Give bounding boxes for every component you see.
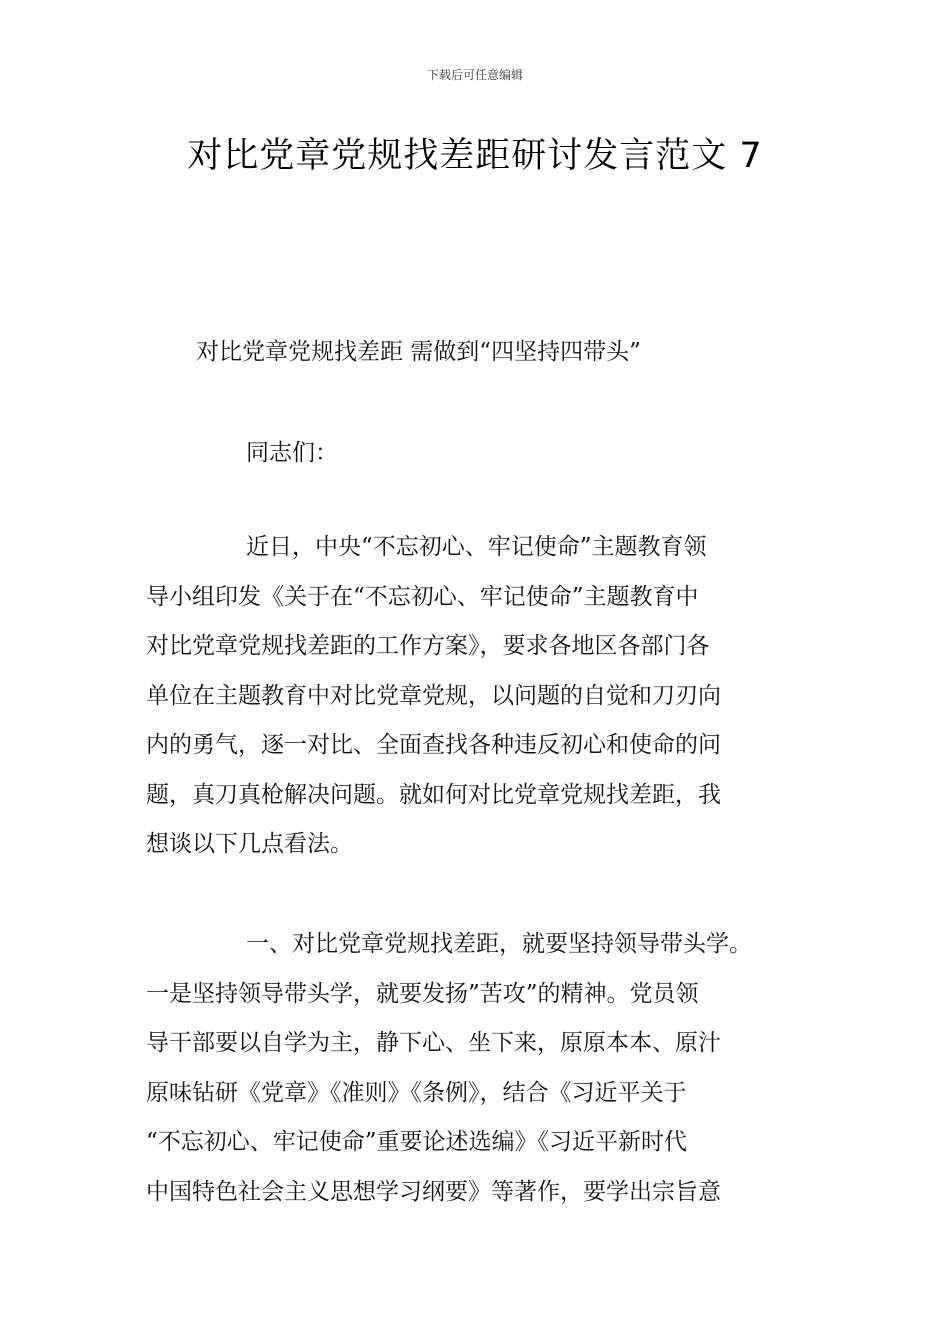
body-paragraph-1 bbox=[146, 523, 826, 870]
document-subtitle: 对比党章党规找差距 需做到“四坚持四带头” bbox=[196, 339, 641, 365]
paragraph-line: 一是坚持领导带头学，就要发扬”苦攻”的精神。党员领 bbox=[146, 980, 699, 1007]
page-header-note: 下载后可任意编辑 bbox=[426, 68, 523, 82]
paragraph-line: 题，真刀真枪解决问题。就如何对比党章党规找差距，我 bbox=[146, 781, 721, 808]
body-paragraph-2 bbox=[146, 920, 826, 1217]
paragraph-line: 近日，中央“不忘初心、牢记使命”主题教育领 bbox=[246, 534, 707, 560]
paragraph-line: 导干部要以自学为主，静下心、坐下来，原原本本、原汁 bbox=[146, 1030, 721, 1056]
paragraph-line: 一、对比党章党规找差距，就要坚持领导带头学。 bbox=[246, 931, 752, 957]
paragraph-line: 内的勇气，逐一对比、全面查找各种违反初心和使命的问 bbox=[146, 732, 721, 758]
document-title: 对比党章党规找差距研讨发言范文 7 bbox=[187, 136, 763, 176]
paragraph-line: “不忘初心、牢记使命”重要论述选编》《习近平新时代 bbox=[146, 1129, 688, 1155]
paragraph-line: 单位在主题教育中对比党章党规，以问题的自觉和刀刃向 bbox=[146, 682, 721, 709]
salutation: 同志们： bbox=[246, 440, 338, 466]
paragraph-line: 对比党章党规找差距的工作方案》，要求各地区各部门各 bbox=[146, 633, 710, 659]
paragraph-line: 原味钻研《党章》《准则》《条例》，结合《习近平关于 bbox=[146, 1079, 687, 1106]
paragraph-line: 中国特色社会主义思想学习纲要》等著作，要学出宗旨意 bbox=[146, 1178, 721, 1205]
paragraph-line: 想谈以下几点看法。 bbox=[146, 831, 353, 857]
paragraph-line: 导小组印发《关于在“不忘初心、牢记使命”主题教育中 bbox=[146, 583, 699, 610]
